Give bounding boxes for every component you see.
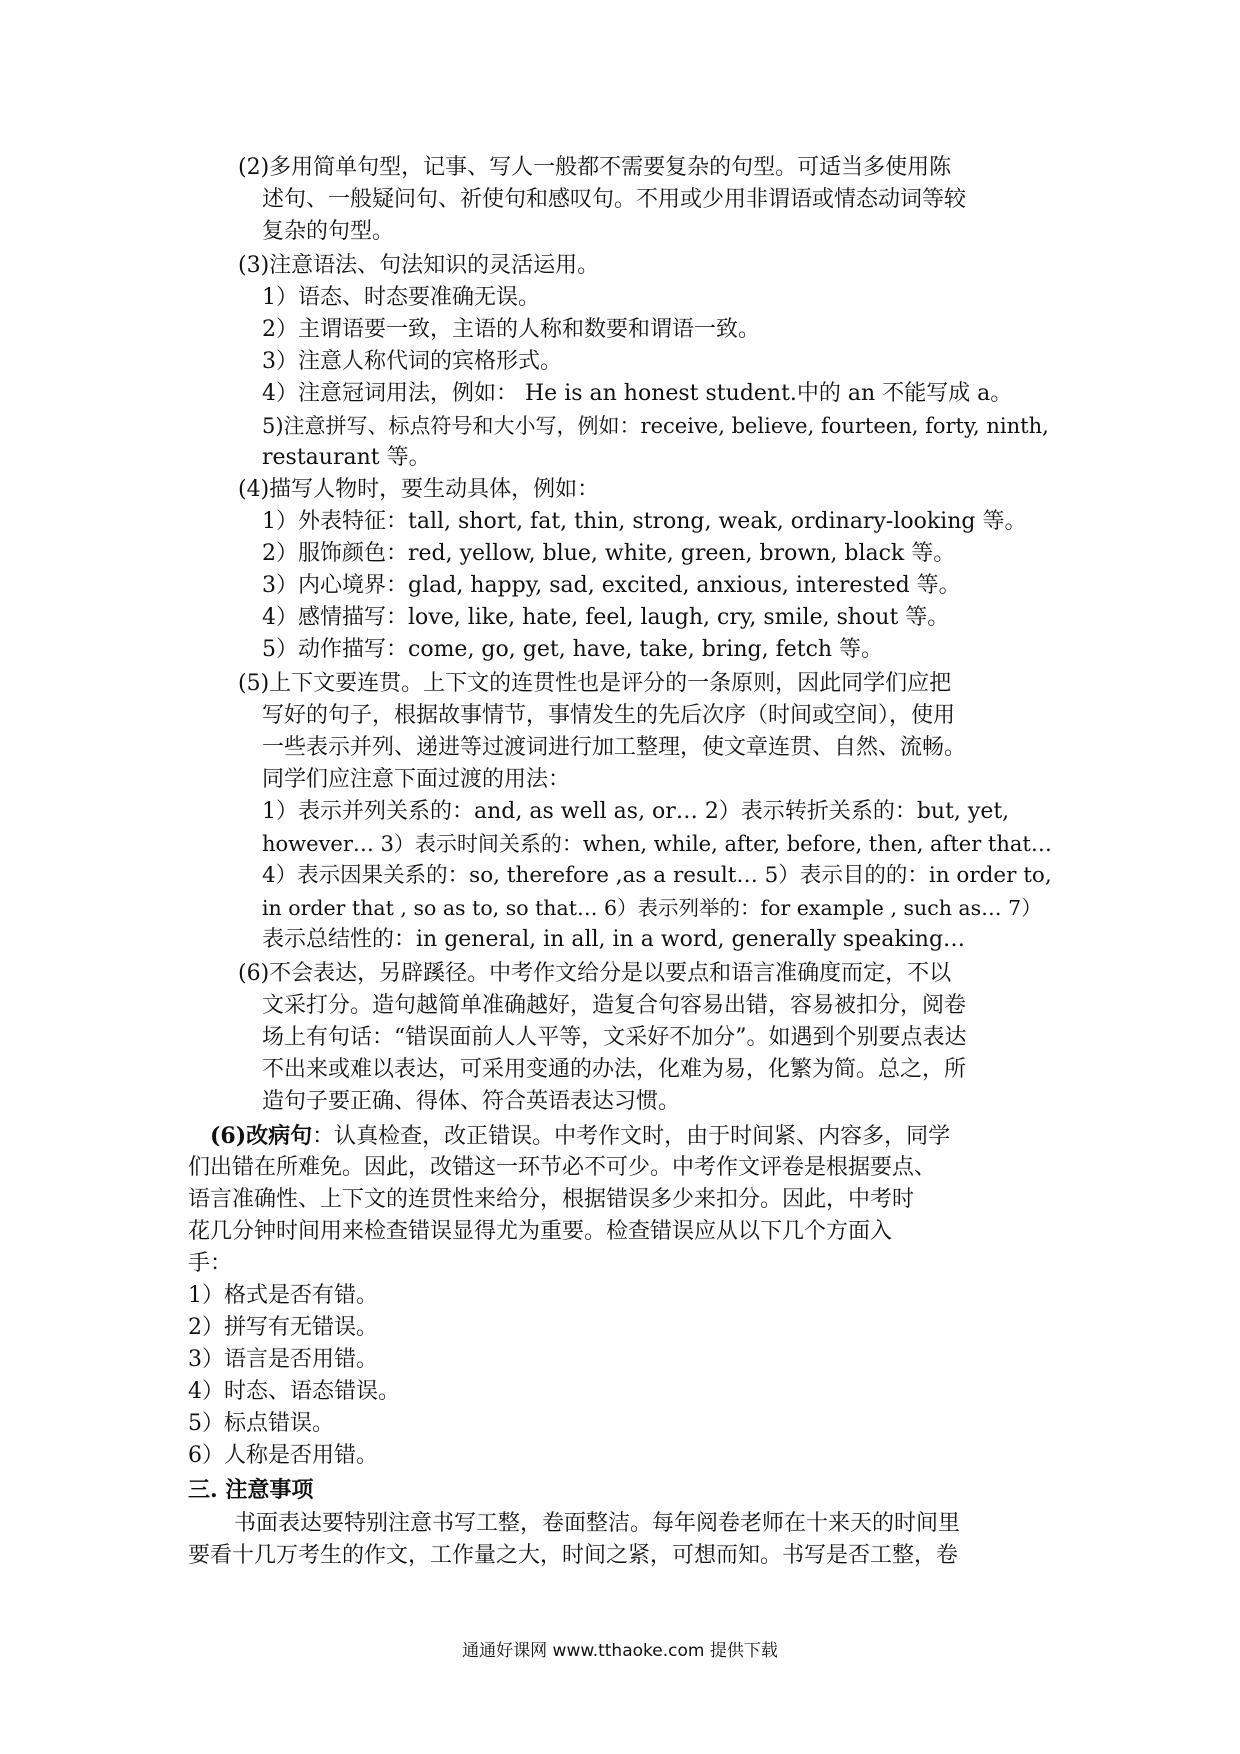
text-line: 场上有句话：“错误面前人人平等，文采好不加分”。如遇到个别要点表达 (262, 1025, 967, 1050)
text-line: 写好的句子，根据故事情节，事情发生的先后次序（时间或空间），使用 (262, 703, 956, 728)
list-item: 6）人称是否用错。 (188, 1443, 378, 1468)
revise-first-line (210, 1120, 950, 1153)
text-line: 书面表达要特别注意书写工整，卷面整洁。每年阅卷老师在十来天的时间里 (234, 1511, 961, 1536)
text-line: 复杂的句型。 (262, 219, 395, 244)
text-line: 花几分钟时间用来检查错误显得尤为重要。检查错误应从以下几个方面入 (188, 1219, 893, 1244)
text-line: 5）动作描写：come, go, get, have, take, bring, fetch 等。 (262, 637, 884, 662)
text-line: 4）感情描写：love, like, hate, feel, laugh, cry, smile, shout 等。 (262, 605, 950, 630)
text-line: 4）注意冠词用法，例如： He is an honest student.中的 an 不能写成 a。 (262, 381, 1013, 406)
text-line: 文采打分。造句越简单准确越好，造复合句容易出错，容易被扣分，阅卷 (262, 993, 967, 1018)
text-line: 3）内心境界：glad, happy, sad, excited, anxious, interested 等。 (262, 573, 961, 598)
list-item: 3）语言是否用错。 (188, 1347, 378, 1372)
text-line: however… 3）表示时间关系的：when, while, after, before, then, after that… (262, 832, 1052, 856)
list-item: 5）标点错误。 (188, 1411, 334, 1436)
page-footer: 通通好课网 www.tthaoke.com 提供下载 (462, 1641, 778, 1661)
text-line: 述句、一般疑问句、祈使句和感叹句。不用或少用非谓语或情态动词等较 (262, 187, 967, 212)
text-line: 造句子要正确、得体、符合英语表达习惯。 (262, 1089, 681, 1114)
text-line: 1）语态、时态要准确无误。 (262, 285, 540, 310)
text-line: 要看十几万考生的作文，工作量之大，时间之紧，可想而知。书写是否工整，卷 (188, 1543, 959, 1568)
text-line: restaurant 等。 (262, 445, 431, 470)
revise-first-rest: ：认真检查，改正错误。中考作文时，由于时间紧、内容多，同学 (312, 1124, 951, 1149)
text-line: 2）主谓语要一致，主语的人称和数要和谓语一致。 (262, 317, 760, 342)
text-line: 4）表示因果关系的：so, therefore ,as a result… 5）表示目的的：in order to, (262, 863, 1052, 888)
list-item: 1）格式是否有错。 (188, 1283, 378, 1308)
text-line: 表示总结性的：in general, in all, in a word, generally speaking… (262, 927, 966, 952)
text-line: 1）外表特征：tall, short, fat, thin, strong, weak, ordinary-looking 等。 (262, 509, 1027, 534)
list-item: 2）拼写有无错误。 (188, 1315, 378, 1340)
list-item: 4）时态、语态错误。 (188, 1379, 400, 1404)
text-line: (5)上下文要连贯。上下文的连贯性也是评分的一条原则，因此同学们应把 (238, 671, 952, 696)
text-line: 们出错在所难免。因此，改错这一环节必不可少。中考作文评卷是根据要点、 (188, 1155, 937, 1180)
text-line: 语言准确性、上下文的连贯性来给分，根据错误多少来扣分。因此，中考时 (188, 1187, 915, 1212)
text-line: 5)注意拼写、标点符号和大小写，例如：receive, believe, fourteen, forty, ninth, (262, 414, 1049, 438)
text-line: (2)多用简单句型，记事、写人一般都不需要复杂的句型。可适当多使用陈 (238, 155, 952, 180)
text-line: 一些表示并列、递进等过渡词进行加工整理，使文章连贯、自然、流畅。 (262, 735, 967, 760)
text-line: 不出来或难以表达，可采用变通的办法，化难为易，化繁为简。总之，所 (262, 1057, 967, 1082)
text-line: (6)不会表达，另辟蹊径。中考作文给分是以要点和语言准确度而定，不以 (238, 961, 952, 986)
text-line: 2）服饰颜色：red, yellow, blue, white, green, brown, black 等。 (262, 541, 956, 566)
revise-heading: (6)改病句 (210, 1123, 313, 1149)
section-heading: 三. 注意事项 (188, 1477, 314, 1503)
text-line: 手： (188, 1251, 233, 1276)
text-line: 3）注意人称代词的宾格形式。 (262, 349, 562, 374)
text-line: in order that , so as to, so that… 6）表示列举的：for example , such as… 7） (262, 896, 1042, 920)
text-line: 同学们应注意下面过渡的用法： (262, 767, 571, 792)
text-line: (3)注意语法、句法知识的灵活运用。 (238, 253, 600, 278)
text-line: (4)描写人物时，要生动具体，例如： (238, 477, 600, 502)
text-line: 1）表示并列关系的：and, as well as, or… 2）表示转折关系的：but, yet, (262, 799, 1010, 824)
